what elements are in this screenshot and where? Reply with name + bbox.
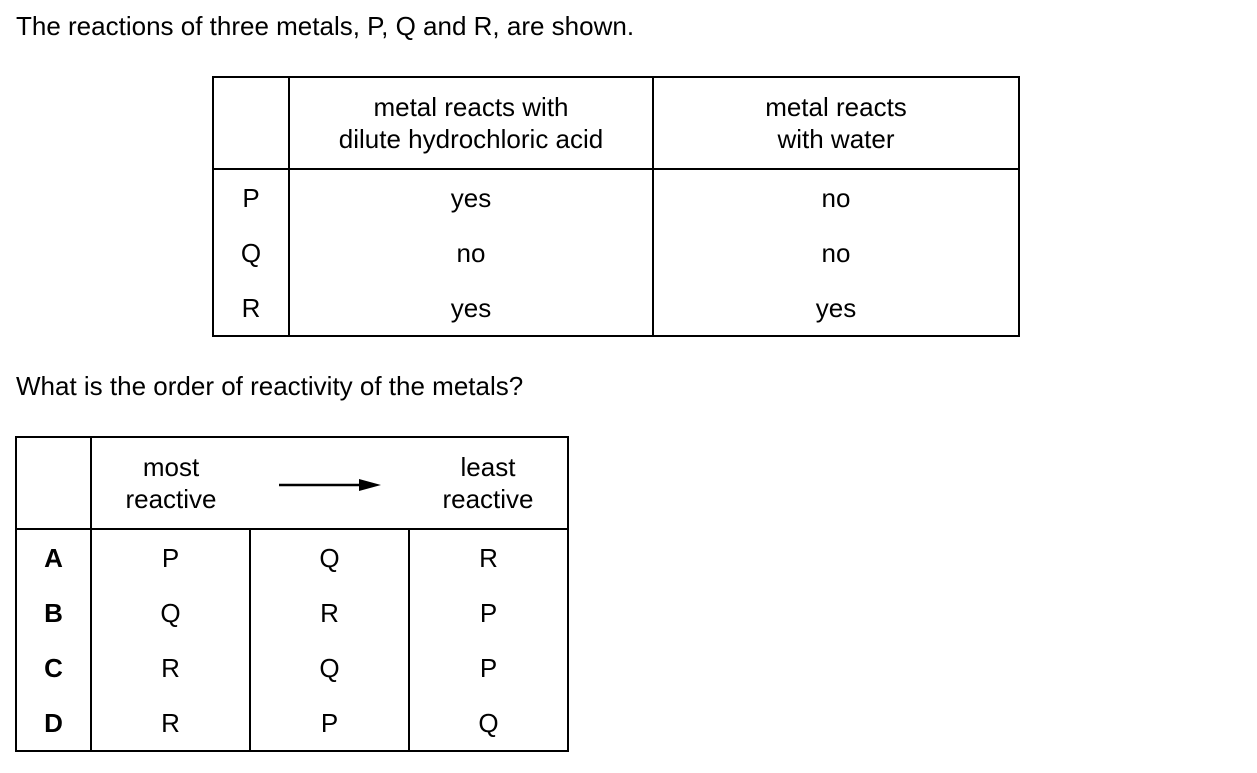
metal-cell: P <box>213 169 289 225</box>
option-third-metal: P <box>479 652 498 683</box>
option-first-metal: R <box>91 640 250 695</box>
right-arrow-icon <box>279 468 381 500</box>
option-row-b[interactable] <box>16 585 568 640</box>
option-second-metal: Q <box>250 640 409 695</box>
least-reactive-line1: least <box>460 452 516 482</box>
option-third-metal: Q <box>478 707 499 738</box>
option-first-metal: P <box>91 529 250 585</box>
water-cell: no <box>821 182 851 213</box>
reactions-row-r <box>213 280 1019 336</box>
water-header <box>653 77 1019 169</box>
option-label[interactable]: A <box>16 529 91 585</box>
least-reactive-line2: reactive <box>442 484 534 514</box>
option-label[interactable]: B <box>16 585 91 640</box>
option-first-metal: Q <box>91 585 250 640</box>
reactions-row-p <box>213 169 1019 225</box>
option-label[interactable]: D <box>16 695 91 751</box>
option-first-metal: R <box>91 695 250 751</box>
options-table <box>15 436 569 752</box>
option-label[interactable]: C <box>16 640 91 695</box>
metal-cell: R <box>213 280 289 336</box>
option-row-a[interactable] <box>16 529 568 585</box>
option-row-c[interactable] <box>16 640 568 695</box>
metal-cell: Q <box>213 225 289 280</box>
options-header-row <box>16 437 568 529</box>
option-third-metal: R <box>479 542 498 573</box>
reactions-row-q <box>213 225 1019 280</box>
option-second-metal: Q <box>250 529 409 585</box>
water-cell: yes <box>815 292 857 323</box>
most-reactive-line1: most <box>142 452 200 482</box>
acid-cell: yes <box>289 169 653 225</box>
option-second-metal: P <box>250 695 409 751</box>
acid-header <box>289 77 653 169</box>
option-third-metal: P <box>479 597 498 628</box>
acid-header-line2: dilute hydrochloric acid <box>338 124 604 154</box>
option-row-d[interactable] <box>16 695 568 751</box>
most-reactive-header <box>91 437 250 529</box>
reactions-table <box>212 76 1020 337</box>
intro-text: The reactions of three metals, P, Q and R, are shown. <box>16 11 635 41</box>
most-reactive-line2: reactive <box>125 484 217 514</box>
water-header-line2: with water <box>777 124 895 154</box>
acid-cell: no <box>289 225 653 280</box>
reactions-header-blank <box>213 77 289 169</box>
reactions-header-row <box>213 77 1019 169</box>
water-header-line1: metal reacts <box>765 92 907 122</box>
question-text: What is the order of reactivity of the metals? <box>16 371 524 401</box>
least-reactive-header <box>409 437 568 529</box>
acid-cell: yes <box>289 280 653 336</box>
options-header-blank <box>16 437 91 529</box>
water-cell: no <box>821 237 851 268</box>
option-second-metal: R <box>250 585 409 640</box>
arrow-header <box>250 437 409 529</box>
acid-header-line1: metal reacts with <box>373 92 569 122</box>
